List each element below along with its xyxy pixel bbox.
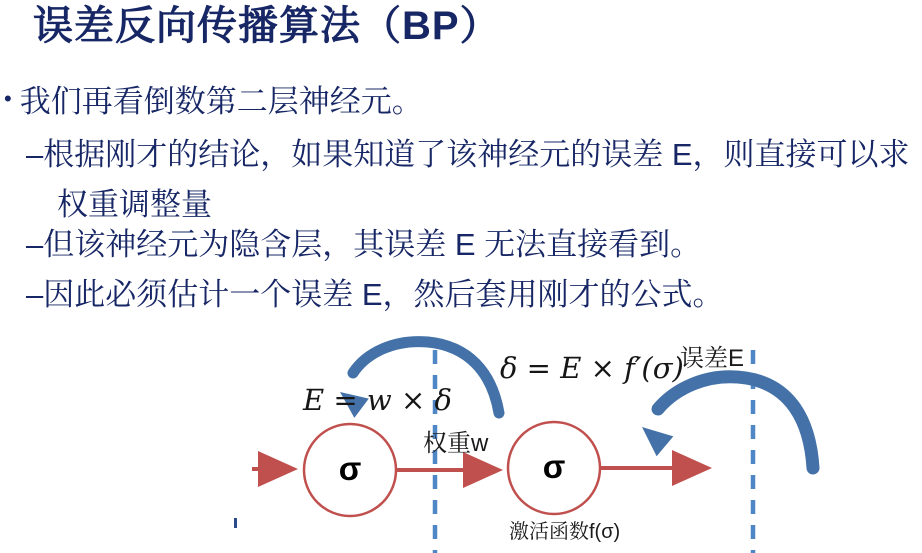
neuron-output-sigma-label: σ — [542, 448, 566, 486]
formula-delta-equals-e-fprime: δ = E × f′(σ) — [500, 351, 684, 385]
sub-bullet-1-line-2: 权重调整量 — [57, 187, 212, 222]
page-title: 误差反向传播算法（BP） — [33, 4, 501, 48]
activation-function-label: 激活函数f(σ) — [509, 521, 621, 543]
bullet-marker: • — [4, 86, 12, 111]
bullet-text: 我们再看倒数第二层神经元。 — [19, 84, 423, 119]
formula-e-equals-w-delta: E = w × δ — [303, 383, 452, 417]
sub-bullet-2: –但该神经元为隐含层，其误差 E 无法直接看到。 — [26, 227, 702, 262]
stray-tick-mark — [234, 518, 237, 528]
neuron-hidden-sigma-label: σ — [338, 450, 362, 488]
sub-bullet-1-line-1: –根据刚才的结论，如果知道了该神经元的误差 E，则直接可以求 — [26, 137, 910, 172]
error-label: 误差E — [680, 345, 745, 372]
backprop-arrow-right — [634, 377, 813, 468]
weight-label: 权重w — [423, 430, 489, 457]
sub-bullet-3: –因此必须估计一个误差 E，然后套用刚才的公式。 — [26, 277, 724, 312]
